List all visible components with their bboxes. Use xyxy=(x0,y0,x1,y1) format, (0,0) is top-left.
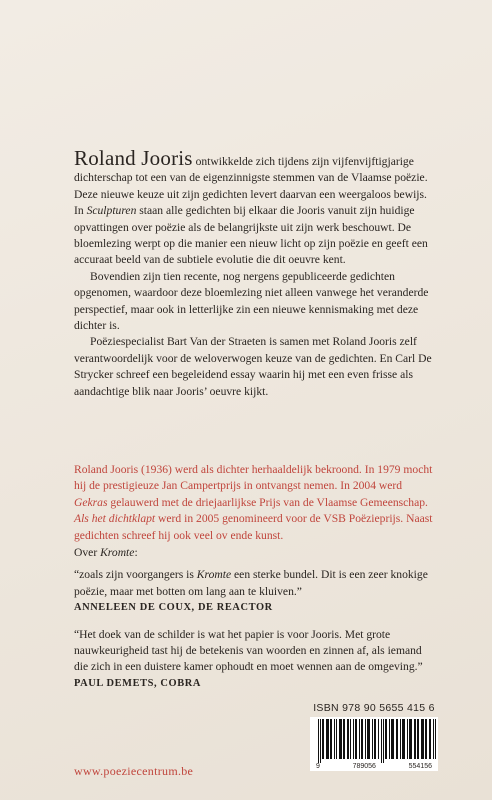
barcode-block xyxy=(310,702,438,771)
author-bio xyxy=(74,462,434,544)
barcode-bar xyxy=(383,719,384,763)
barcode-bar xyxy=(421,719,424,759)
author-name: Roland Jooris xyxy=(74,146,193,170)
blurb-p1-text-a: ontwikkelde zich tijdens zijn vijfenvijftigjarige dichterschap tot een van de eigenzinnigste stemmen van de Vlaamse poëzie. Deze nieuwe keuze uit zijn gedichten levert daarvan een weergaloos bewijs. In xyxy=(74,155,428,218)
barcode-bar xyxy=(402,719,405,759)
barcode-bar xyxy=(361,719,363,759)
reviews-heading xyxy=(74,545,434,561)
barcode-bar xyxy=(417,719,419,759)
review-quote-2-text: “Het doek van de schilder is wat het papier is voor Jooris. Met grote nauwkeurigheid tast hij de betekenis van woorden en zinnen af, als iemand die zich in een duistere kamer ophoudt en moet wennen aan de omgeving.” xyxy=(74,627,423,674)
barcode-bar xyxy=(355,719,357,759)
barcode-bar xyxy=(429,719,431,759)
quote-1-text-a: “zoals zijn voorgangers is xyxy=(74,568,197,582)
bio-text-b: gelauwerd met de driejaarlijkse Prijs van de Vlaamse Gemeenschap. xyxy=(107,495,428,509)
barcode-bar xyxy=(433,719,434,759)
blurb xyxy=(74,146,434,400)
bio-title-dichtklapt: Als het dichtklapt xyxy=(74,512,156,526)
quote-1-text-b: een sterke bundel. Dit is een zeer knokige poëzie, maar met botten om lang aan te kluiven.” xyxy=(74,568,428,598)
barcode-bar xyxy=(350,719,351,759)
barcode-bar xyxy=(365,719,366,759)
book-title: Sculpturen xyxy=(86,204,137,218)
barcode-bar xyxy=(396,719,398,759)
barcode-bar xyxy=(353,719,354,759)
barcode-bar xyxy=(391,719,394,759)
review-quote-2-source: PAUL DEMETS, COBRA xyxy=(74,677,201,689)
review-quote-1-source: ANNELEEN DE COUX, DE REACTOR xyxy=(74,602,273,614)
quote-1-title: Kromte xyxy=(196,568,232,582)
barcode-digits xyxy=(316,763,436,771)
barcode-bars xyxy=(316,719,436,763)
barcode-bar xyxy=(322,719,324,759)
barcode-bar xyxy=(326,719,329,759)
barcode-bar xyxy=(414,719,416,759)
barcode-bar xyxy=(425,719,427,759)
reviews-heading-title: Kromte xyxy=(100,546,135,559)
review-quote-1 xyxy=(74,567,434,616)
barcode-bar xyxy=(330,719,332,759)
isbn-label: ISBN 978 90 5655 415 6 xyxy=(313,702,435,714)
barcode-bar xyxy=(318,719,319,763)
barcode xyxy=(310,717,438,771)
blurb-paragraph-1 xyxy=(74,146,434,269)
barcode-bar xyxy=(435,719,436,759)
barcode-bar xyxy=(378,719,379,759)
reviews xyxy=(74,545,434,692)
barcode-bar xyxy=(409,719,412,759)
reviews-heading-suffix: : xyxy=(134,546,138,559)
reviews-heading-prefix: Over xyxy=(74,546,101,559)
barcode-bar xyxy=(320,719,321,763)
barcode-digits-left: 789056 xyxy=(352,763,376,770)
barcode-bar xyxy=(407,719,408,759)
blurb-paragraph-3: Poëziespecialist Bart Van der Straeten is samen met Roland Jooris zelf verantwoordelijk voor de weloverwogen keuze van de gedichten. En Carl De Strycker schreef een begeleidend essay waarin hij met een even frisse als aandachtige blik naar Jooris’ oeuvre kijkt. xyxy=(74,335,432,398)
review-quote-1-text xyxy=(74,567,434,600)
barcode-bar xyxy=(389,719,390,759)
barcode-bar xyxy=(400,719,401,759)
barcode-bar xyxy=(374,719,376,759)
review-quote-2 xyxy=(74,627,434,693)
barcode-bar xyxy=(336,719,337,759)
barcode-bar xyxy=(339,719,342,759)
barcode-bar xyxy=(343,719,345,759)
blurb-p1-text-b: staan alle gedichten bij elkaar die Jooris vanuit zijn huidige opvattingen over poëzie als de belangrijkste uit zijn werk beschouwt. De bloemlezing werpt op die manier een nieuw licht op zijn poëzie en geeft een accuraat beeld van de subtiele evolutie die dit oeuvre kent. xyxy=(74,204,428,267)
publisher-website[interactable]: www.poeziecentrum.be xyxy=(74,764,194,778)
bio-text-a: Roland Jooris (1936) werd als dichter herhaaldelijk bekroond. In 1979 mocht hij de prestigieuze Jan Campertprijs in ontvangst nemen. In 2004 werd xyxy=(74,463,433,493)
barcode-bar xyxy=(334,719,335,759)
barcode-bar xyxy=(381,719,382,763)
bio-title-gekras: Gekras xyxy=(74,495,108,509)
barcode-bar xyxy=(347,719,349,759)
barcode-bar xyxy=(372,719,373,759)
barcode-digits-right: 554156 xyxy=(408,763,432,770)
blurb-paragraph-2: Bovendien zijn tien recente, nog nergens gepubliceerde gedichten opgenomen, waardoor deze bloemlezing niet alleen vanwege het veranderde perspectief, maar ook in letterlijke zin een nieuwe kennismaking met deze dichter is. xyxy=(74,269,429,333)
bio-text-c: werd in 2005 genomineerd voor de VSB Poëzieprijs. Naast gedichten schreef hij ook veel ov ende kunst. xyxy=(74,512,433,542)
barcode-bar xyxy=(385,719,387,759)
barcode-bar xyxy=(367,719,370,759)
barcode-bar xyxy=(359,719,360,759)
bio-paragraph xyxy=(74,462,434,544)
barcode-digit-first: 9 xyxy=(316,763,320,770)
